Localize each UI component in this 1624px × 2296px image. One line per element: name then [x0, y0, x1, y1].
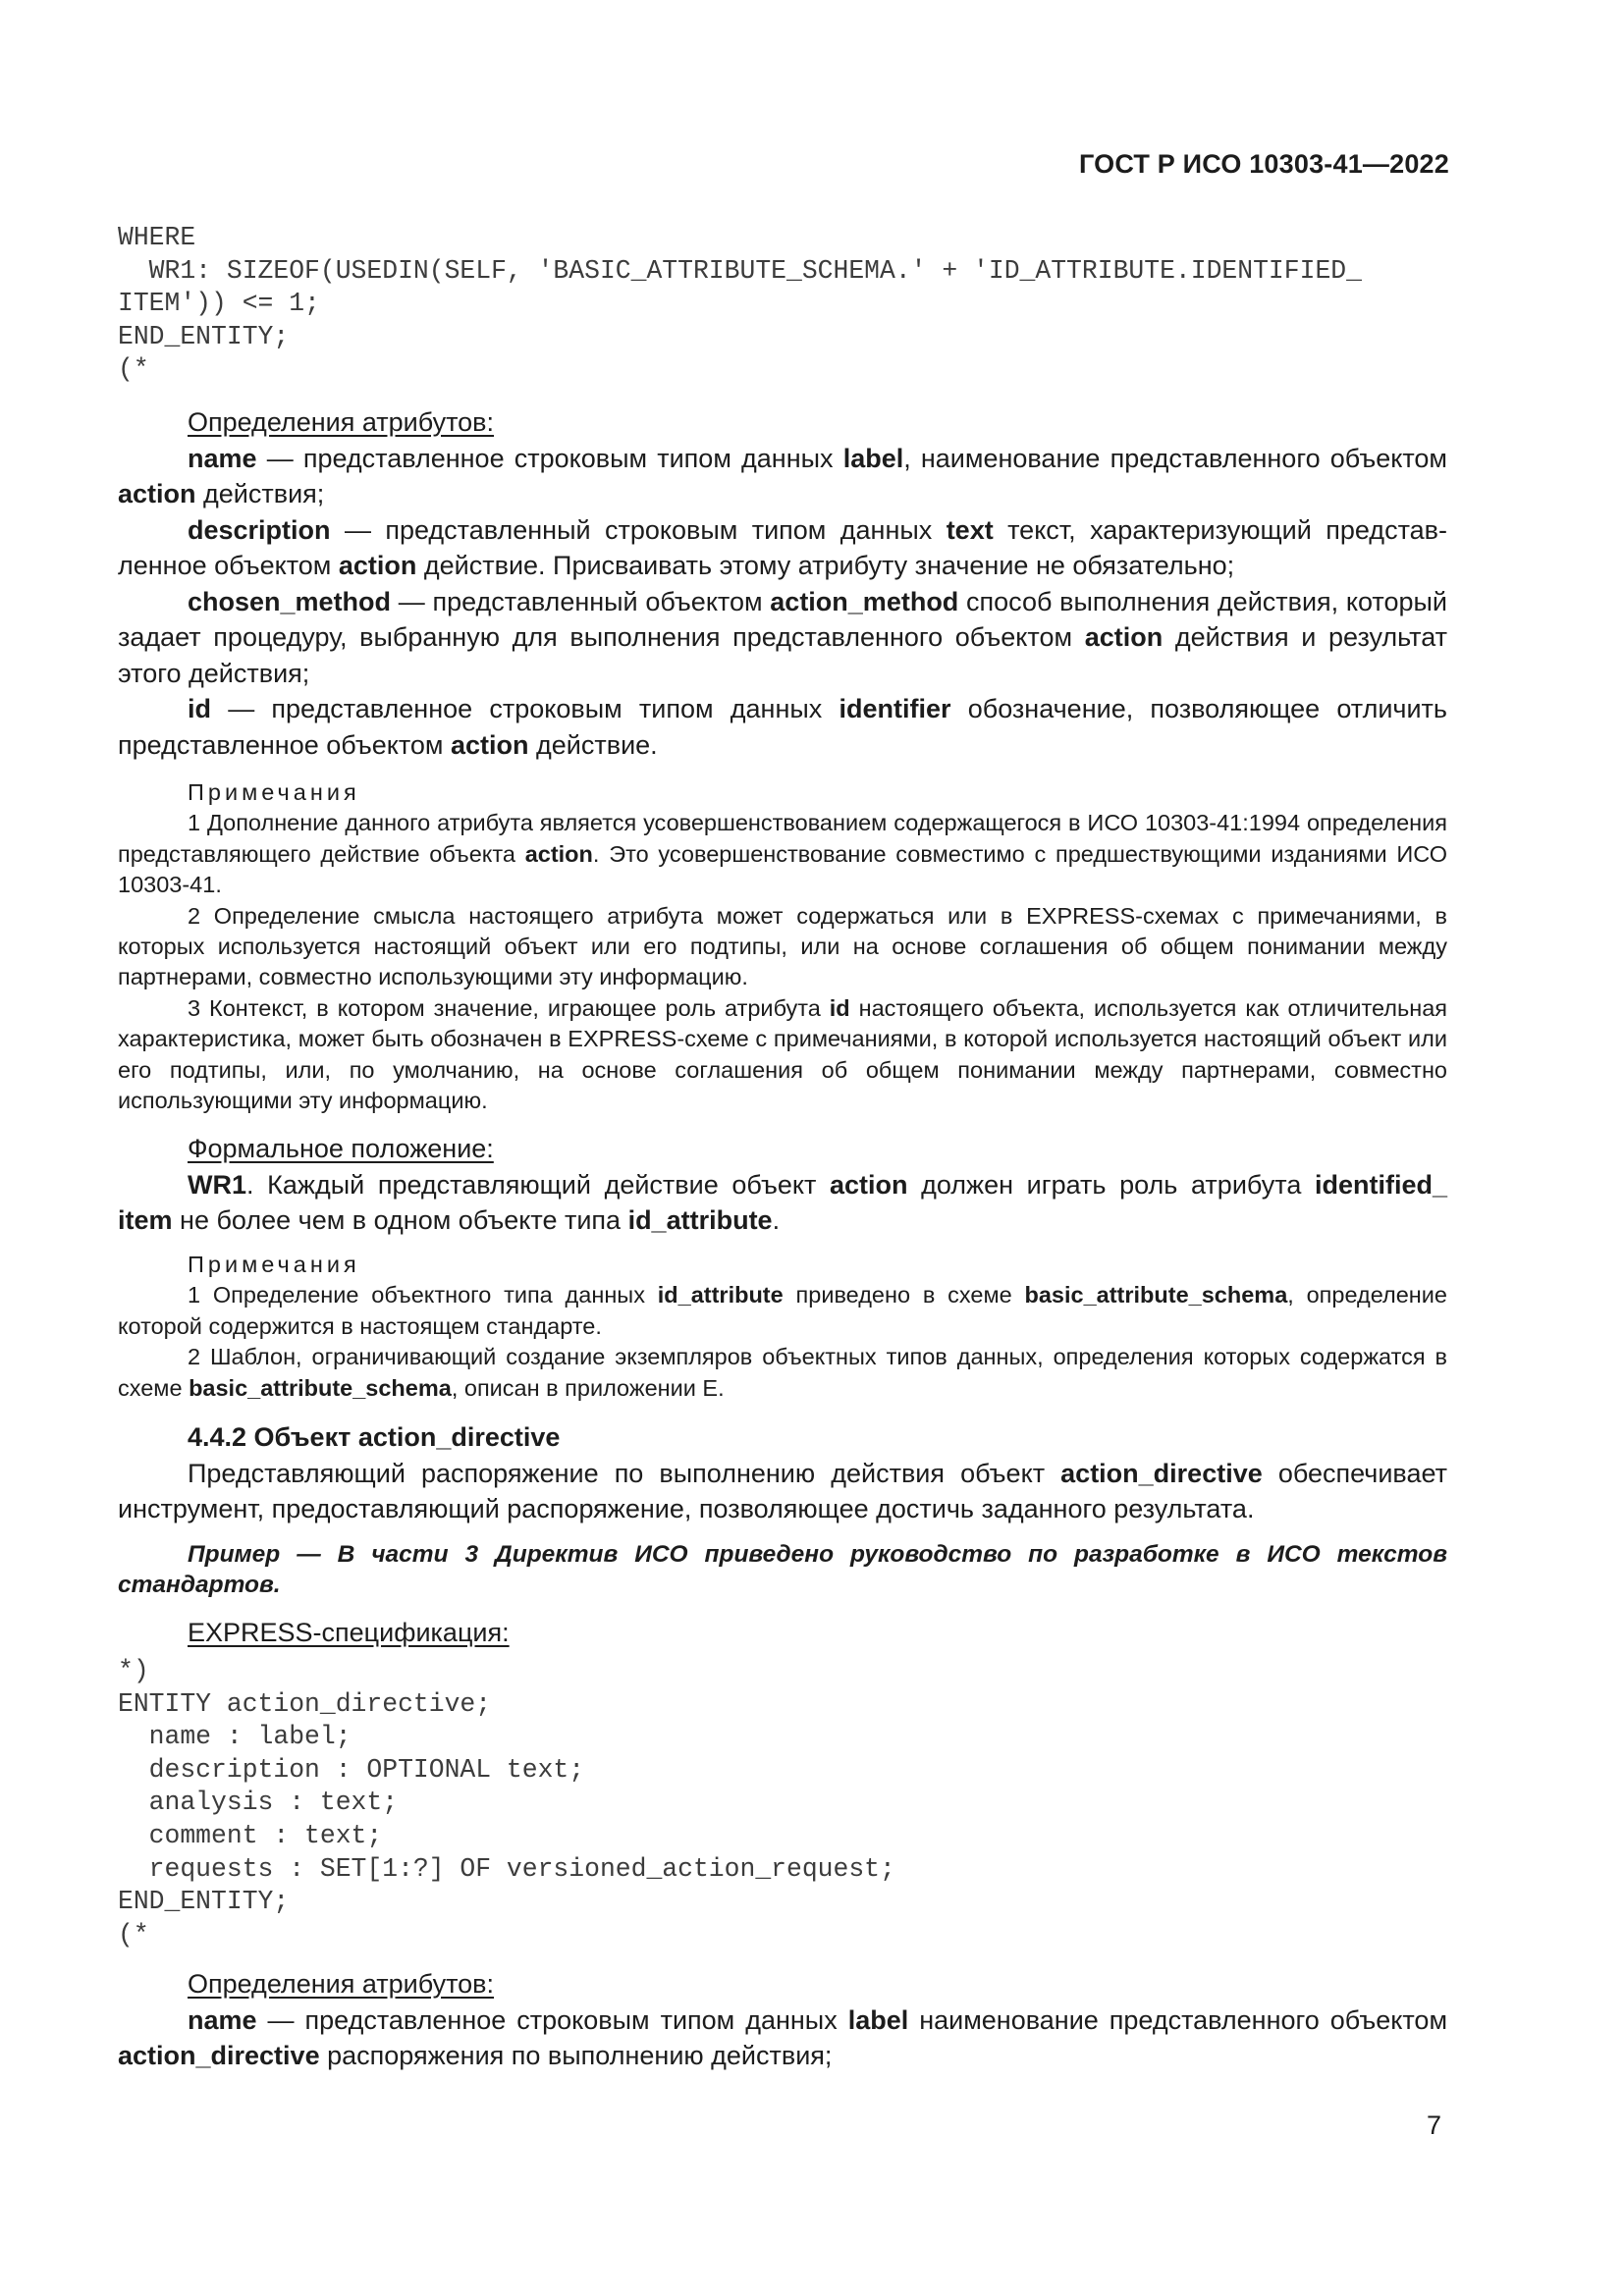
attribute-definitions-heading: Определения атрибутов: [188, 1969, 495, 1999]
section-heading: 4.4.2 Объект action_directive [188, 1422, 561, 1452]
section-paragraph: Представляющий распоряжение по выполнению действия объект action_directive обеспечивает инструмент, предоставляющий распоряжение, позволяющее достичь заданного результата. [118, 1458, 1447, 1523]
express-code-action-directive: *) ENTITY action_directive; name : label; description : OPTIONAL text; analysis : text; comment : text; requests : SET[1:?] OF versioned_action_request; END_ENTITY; (* [118, 1656, 895, 1949]
notes-block-1 [118, 777, 1447, 1116]
formal-proposition-wr1: WR1. Каждый представляющий действие объект action должен играть роль атрибута identified_ item не более чем в одном объекте типа id_attribute. [118, 1169, 1447, 1235]
attribute-definitions-2 [118, 1966, 1447, 2074]
note-2: 2 Шаблон, ограничивающий создание экземпляров объектных типов данных, определения которых содержатся в схеме basic_attribute_schema, описан в приложении E. [118, 1344, 1447, 1401]
attr-def-name: name — представленное строковым типом данных label наименование представленного объектом action_directive распоряжения по выполнению действия; [118, 2004, 1447, 2070]
note-2: 2 Определение смысла настоящего атрибута может содержаться или в EXPRESS-схемах с примечаниями, в которых используется настоящий объект или его подтипы, или на основе соглашения об общем понимании между партнерами, совместно использующими эту информацию. [118, 902, 1447, 990]
note-1: 1 Определение объектного типа данных id_attribute приведено в схеме basic_attribute_schema, определение которой содержится в настоящем стандарте. [118, 1282, 1447, 1339]
attr-def-id: id — представленное строковым типом данных identifier обозначение, позволяющее отличить представленное объектом action действие. [118, 694, 1447, 760]
note-3: 3 Контекст, в котором значение, играющее роль атрибута id настоящего объекта, используется как отличительная характеристика, может быть обозначен в EXPRESS-схеме с примечаниями, в которой используется настоящий объект или его подтипы, или, по умолчанию, на основе соглашения об общем понимании между партнерами, совместно использующими эту информацию. [118, 994, 1447, 1114]
express-specification-heading: EXPRESS-спецификация: [188, 1618, 510, 1647]
example-block [118, 1539, 1447, 1601]
express-code-where-clause: WHERE WR1: SIZEOF(USEDIN(SELF, 'BASIC_ATTRIBUTE_SCHEMA.' + 'ID_ATTRIBUTE.IDENTIFIED_ ITEM')) <= 1; END_ENTITY; (* [118, 223, 1362, 385]
formal-proposition [118, 1131, 1447, 1239]
page-number: 7 [1426, 2110, 1441, 2140]
attr-def-description: description — представленный строковым типом данных text текст, характеризующий представленное объектом action действие. Присваивать этому атрибуту значение не обязательно; [118, 514, 1447, 580]
formal-proposition-heading: Формальное положение: [188, 1134, 494, 1163]
attr-def-chosen-method: chosen_method — представленный объектом action_method способ выполнения действия, который задает процедуру, выбранную для выполнения представленного объектом action действия и результат этого действия; [118, 586, 1448, 688]
standard-header: ГОСТ Р ИСО 10303-41—2022 [1079, 149, 1449, 179]
notes-block-2 [118, 1250, 1447, 1404]
example-text: Пример — В части 3 Директив ИСО приведено руководство по разработке в ИСО текстов стандартов. [118, 1541, 1447, 1599]
attribute-definitions-heading: Определения атрибутов: [188, 407, 495, 437]
attribute-definitions-1 [118, 404, 1447, 763]
attr-def-name: name — представленное строковым типом данных label, наименование представленного объектом action действия; [118, 443, 1447, 508]
notes-title: Примечания [188, 779, 360, 805]
notes-title: Примечания [188, 1252, 360, 1277]
express-specification-heading-block [118, 1615, 1447, 1651]
note-1: 1 Дополнение данного атрибута является усовершенствованием содержащегося в ИСО 10303-41:1994 определения представляющего действие объекта action. Это усовершенствование совместимо с предшествующими изданиями ИСО 10303-41. [118, 810, 1447, 898]
section-4-4-2 [118, 1419, 1447, 1527]
